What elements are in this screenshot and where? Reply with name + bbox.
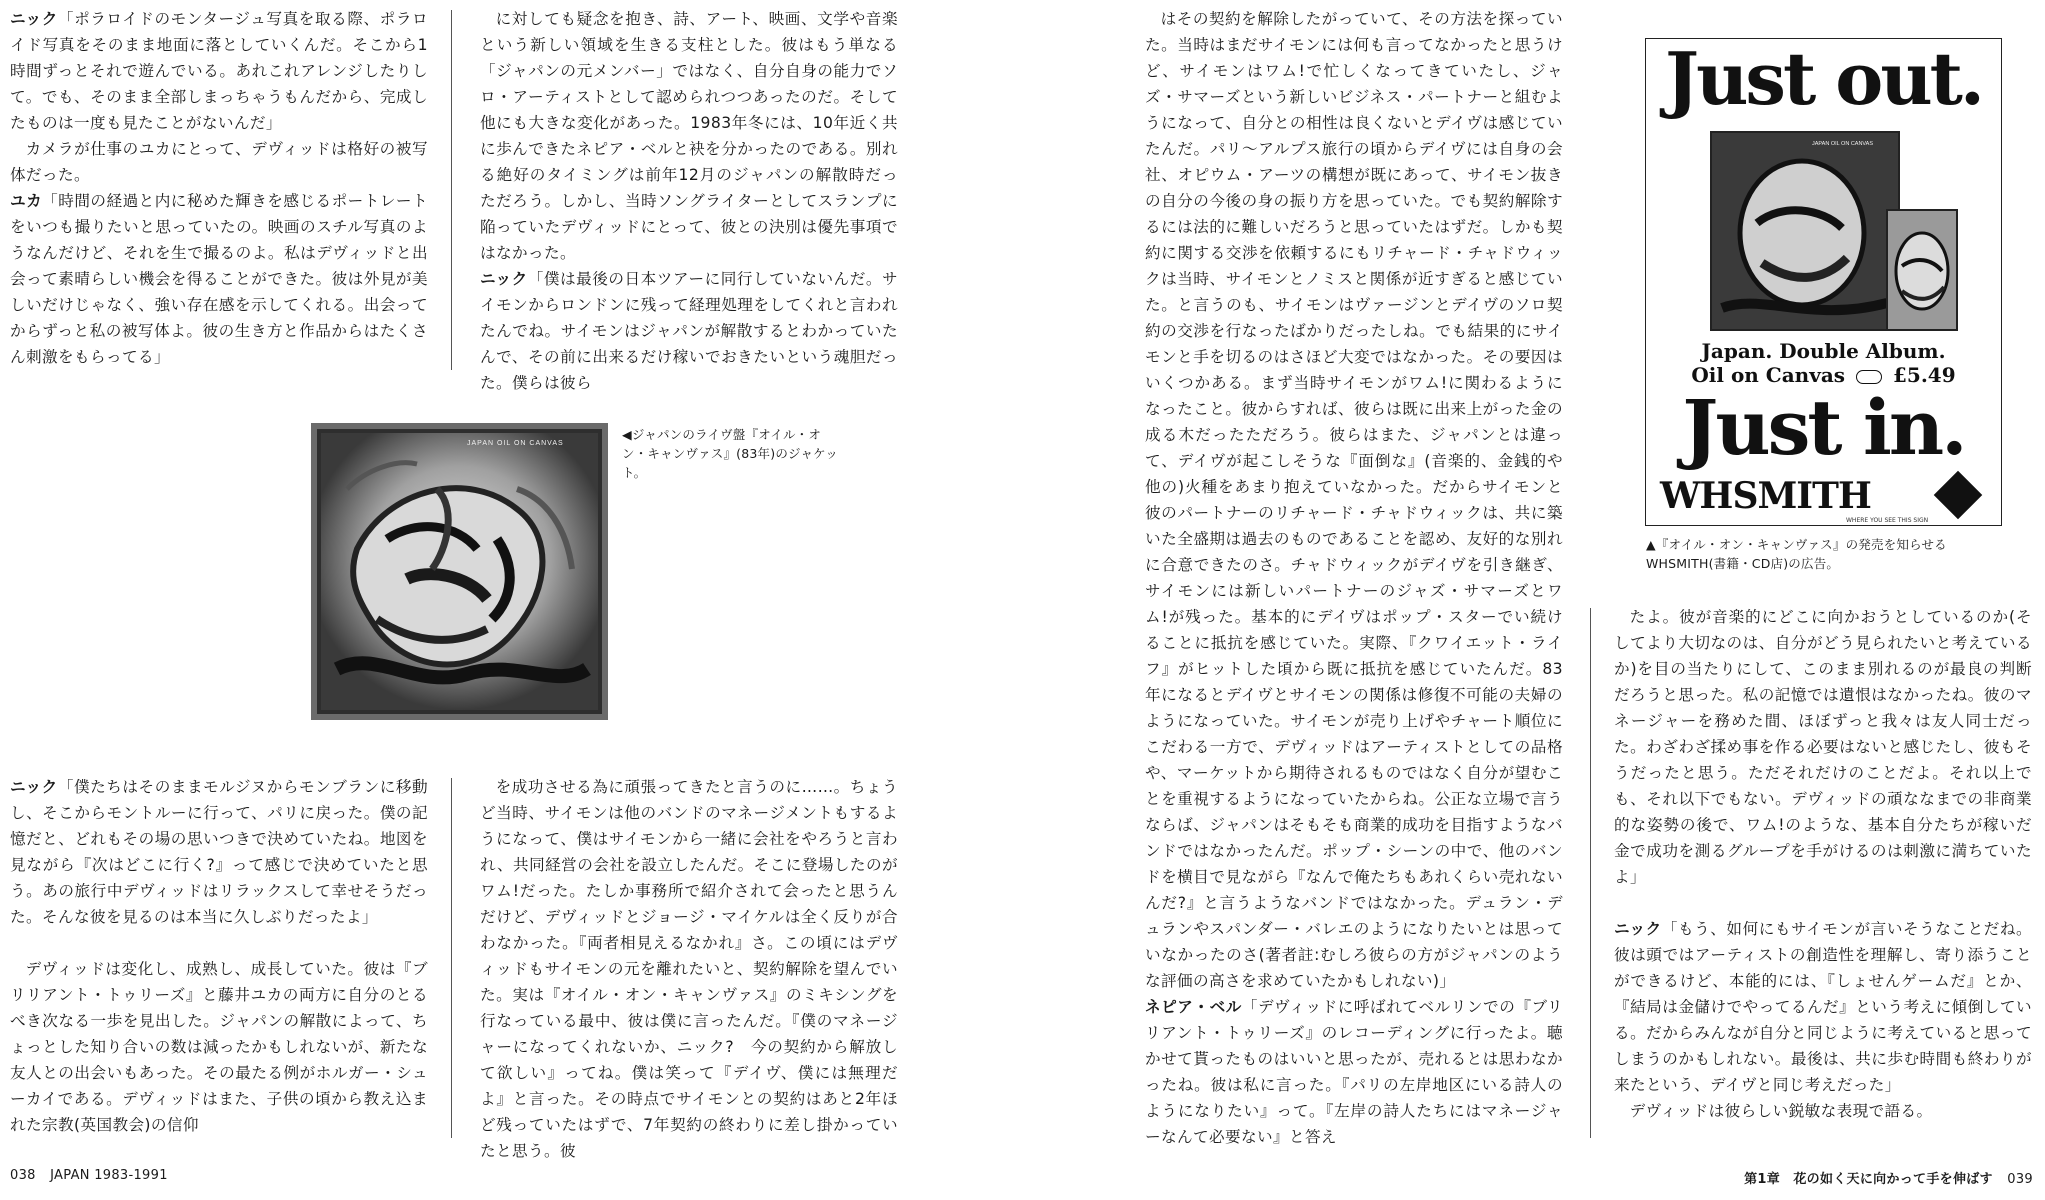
album-photo-caption: ◀ジャパンのライヴ盤『オイル・オン・キャンヴァス』(83年)のジャケット。 <box>622 427 838 480</box>
ad-album-image <box>1710 131 1900 331</box>
paragraph <box>1145 6 1563 994</box>
ad-line-double-album: Japan. Double Album. <box>1701 339 1946 363</box>
paragraph <box>10 188 428 370</box>
paragraph-text: 「僕は最後の日本ツアーに同行していないんだ。サイモンからロンドンに残って経理処理をしてくれと言われたんでね。サイモンはジャパンが解散するとわかっていたんで、その前に出来るだけ稼いでおきたいという魂胆だった。僕らは彼ら <box>480 270 898 392</box>
paragraph-text: はその契約を解除したがっていて、その方法を探っていた。当時はまだサイモンには何も言ってなかったと思うけど、サイモンはワム!で忙しくなってきていたし、ジャズ・サマーズという新しいビジネス・パートナーと組むようになって、自分との相性は良くないとデイヴは感じていたんだ。パリ〜アルプス旅行の頃からデイヴには自身の会社、オピウム・アーツの構想が既にあって、サイモン抜きの自分の今後の身の振り方を思っていた。でも契約解除するには法的に難しいだろうと思っていたはずだ。しかも契約に関する交渉を依頼するにもリチャード・チャドウィックは当時、サイモンとノミスと関係が近すぎると感じていた。と言うのも、サイモンはヴァージンとデイヴのソロ契約の交渉を行なったばかりだったしね。でも結果的にサイモンと手を切るのはさほど大変ではなかった。その要因はいくつかある。まず当時サイモンがワム!に関わるようになったこと。彼からすれば、彼らは既に出来上がった金の成る木だったただろう。彼らはまた、ジャパンとは違って、デイヴが起こしそうな『面倒な』(音楽的、金銭的や他の)火種をあまり抱えていなかった。だからサイモンと彼のパートナーのリチャード・チャドウィックは、共に築いた全盛期は過去のものであることを認め、友好的な別れに合意できたのさ。チャドウィックがデイヴを引き継ぎ、サイモンには新しいパートナーのジャズ・サマーズとワム!が残った。基本的にデイヴはポップ・スターでい続けることに抵抗を感じていた。実際、『クワイエット・ライフ』がヒットした頃から既に抵抗を感じていたんだ。83年になるとデイヴとサイモンの関係は修復不可能の夫婦のようになっていた。サイモンが売り上げやチャート順位にこだわる一方で、デヴィッドはアーティストとしての品格や、マーケットから期待されるものではなく自分が望むことを重視するようになっていたからね。公正な立場で言うならば、ジャパンはそもそも商業的成功を目指すようなバンドではなかったんだ。ポップ・シーンの中で、他のバンドを横目で見ながら『なんで俺たちもあれくらい売れないんだ?』と言うようなバンドではなかった。デュラン・デュランやスパンダー・バレエのようになりたいとは思っていなかったのさ(著者註:むしろ彼らの方がジャパンのような評価の高さを求めていたかもしれない)」 <box>1145 10 1563 990</box>
album-cover-photo <box>311 423 608 720</box>
left-top-column-2 <box>480 6 898 396</box>
left-bottom-column-2 <box>480 774 898 1164</box>
column-divider <box>1590 608 1591 1138</box>
speaker-name: ユカ <box>10 192 43 210</box>
whsmith-logo-icon <box>1934 471 1983 520</box>
ad-cassette-image <box>1886 209 1958 331</box>
left-folio <box>10 1168 168 1183</box>
right-second-column <box>1614 604 2032 1124</box>
paragraph <box>1145 994 1563 1150</box>
paragraph-text: 「もう、如何にもサイモンが言いそうなことだね。彼は頭ではアーティストの創造性を理解し、寄り添うことができるけど、本能的には、『しょせんゲームだ』とか、『結局は金儲けでやってるんだ』という考えに傾倒している。だからみんなが自分と同じように考えていると思ってしまうのかもしれない。最後は、共に歩む時間も終わりが来たという、デイヴと同じ考えだった」 <box>1614 920 2033 1094</box>
paragraph <box>480 774 898 1164</box>
paragraph-text: 「ポラロイドのモンタージュ写真を取る際、ポラロイド写真をそのまま地面に落としていくんだ。そこから1時間ずっとそれで遊んでいる。あれこれアレンジしたりして。でも、そのまま全部しまっちゃうもんだから、完成したものは一度も見たことがないんだ」 <box>10 10 429 132</box>
paragraph-text: デヴィッドは変化し、成熟し、成長していた。彼は『ブリリアント・トゥリーズ』と藤井ユカの両方に自分のとるべき次なる一歩を見出した。ジャパンの解散によって、ちょっとした知り合いの数は減ったかもしれないが、新たな友人との出会いもあった。その最たる例がホルガー・シューカイである。デヴィッドはまた、子供の頃から教え込まれた宗教(英国教会)の信仰 <box>10 960 428 1134</box>
paragraph-text: 「デヴィッドに呼ばれてベルリンでの『ブリリアント・トゥリーズ』のレコーディングに行ったよ。聴かせて貰ったものはいいと思ったが、売れるとは思わなかったね。彼は私に言った。『パリの左岸地区にいる詩人のようになりたい』って。『左岸の詩人たちにはマネージャーなんて必要ない』と答え <box>1145 998 1563 1146</box>
ad-brand-whsmith: WHSMITH <box>1660 475 1871 517</box>
ad-album-name: Oil on Canvas <box>1691 363 1846 387</box>
right-main-column <box>1145 6 1563 1150</box>
album-cover-title: JAPAN OIL ON CANVAS <box>467 440 564 447</box>
ad-headline-just-in: Just in. <box>1682 383 1965 472</box>
speaker-name: ニック <box>480 270 528 288</box>
paragraph-text: デヴィッドは彼らしい鋭敏な表現で語る。 <box>1629 1102 1933 1120</box>
paragraph <box>480 6 898 266</box>
paragraph <box>10 956 428 1138</box>
paragraph <box>480 266 898 396</box>
speaker-name: ニック <box>10 778 58 796</box>
paragraph <box>10 136 428 188</box>
page-number-right: 039 <box>2007 1172 2033 1187</box>
running-title-right: 第1章 花の如く天に向かって手を伸ばす <box>1744 1172 1993 1187</box>
speaker-name: ニック <box>10 10 58 28</box>
whsmith-advertisement <box>1645 38 2002 526</box>
speaker-name: ネピア・ベル <box>1145 998 1242 1016</box>
paragraph <box>10 774 428 930</box>
paragraph-text: たよ。彼が音楽的にどこに向かおうとしているのか(そしてより大切なのは、自分がどう見られたいと考えているか)を目の当たりにして、このまま別れるのが最良の判断だろうと思った。私の記憶では遺恨はなかったね。彼のマネージャーを務めた間、ほぼずっと我々は友人同士だった。わざわざ揉め事を作る必要はないと感じたし、彼もそうだったと思う。ただそれだけのことだよ。それ以上でも、それ以下でもない。デヴィッドの頑ななまでの非商業的な姿勢の後で、ワム!のような、基本自分たちが稼いだ金で成功を測るグループを手がけるのは刺激に満ちていたよ」 <box>1614 608 2032 886</box>
ad-headline-just-out: Just out. <box>1665 38 1982 121</box>
ad-format-icons <box>1856 370 1882 384</box>
running-title-left: JAPAN 1983-1991 <box>50 1168 168 1183</box>
left-top-column-1 <box>10 6 428 370</box>
paragraph <box>10 6 428 136</box>
column-divider <box>451 10 452 370</box>
column-divider <box>451 778 452 1138</box>
ad-price: £5.49 <box>1892 363 1956 387</box>
paragraph-text: を成功させる為に頑張ってきたと言うのに……。ちょうど当時、サイモンは他のバンドのマネージメントもするようになって、僕はサイモンから一緒に会社をやろうと言われ、共同経営の会社を設立したんだ。そこに登場したのがワム!だった。たしか事務所で紹介されて会ったと思うんだけど、デヴィッドとジョージ・マイケルは全く反りが合わなかった。『両者相見えるなかれ』さ。この頃にはデヴィッドもサイモンの元を離れたいと、契約解除を望んでいた。実は『オイル・オン・キャンヴァス』のミキシングを行なっている最中、彼は僕に言ったんだ。『僕のマネージャーになってくれないか、ニック? 今の契約から解放して欲しい』ってね。僕は笑って『デイヴ、僕には無理だよ』と言った。その時点でサイモンとの契約はあと2年ほど残っていたはずで、7年契約の終わりに差し掛かっていたと思う。彼 <box>480 778 898 1160</box>
speaker-name: ニック <box>1614 920 1662 938</box>
paragraph-text: に対しても疑念を抱き、詩、アート、映画、文学や音楽という新しい領域を生きる支柱とした。彼はもう単なる「ジャパンの元メンバー」ではなく、自分自身の能力でソロ・アーティストとして認められつつあったのだ。そして他にも大きな変化があった。1983年冬には、10年近く共に歩んできたネピア・ベルと袂を分かったのである。別れる絶好のタイミングは前年12月のジャパンの解散時だっただろう。しかし、当時ソングライターとしてスランプに陥っていたデヴィッドにとって、彼との決別は優先事項ではなかった。 <box>480 10 898 262</box>
page-number-left: 038 <box>10 1168 36 1183</box>
ad-fine-print: WHERE YOU SEE THIS SIGN <box>1846 517 1929 524</box>
paragraph <box>1614 604 2032 890</box>
paragraph-text: カメラが仕事のユカにとって、デヴィッドは格好の被写体だった。 <box>10 140 428 184</box>
ad-caption: ▲『オイル・オン・キャンヴァス』の発売を知らせるWHSMITH(書籍・CD店)の広告。 <box>1646 537 1947 571</box>
right-folio <box>1744 1168 2033 1187</box>
paragraph-text: 「時間の経過と内に秘めた輝きを感じるポートレートをいつも撮りたいと思っていたの。映画のスチル写真のようなんだけど、それを生で撮るのよ。私はデヴィッドと出会って素晴らしい機会を得ることができた。彼は外見が美しいだけじゃなく、強い存在感を示してくれる。出会ってからずっと私の被写体よ。彼の生き方と作品からはたくさん刺激をもらってる」 <box>10 192 428 366</box>
ad-album-cover-title: JAPAN OIL ON CANVAS <box>1812 141 1874 147</box>
left-bottom-column-1 <box>10 774 428 1138</box>
paragraph-text: 「僕たちはそのままモルジヌからモンブランに移動し、そこからモントルーに行って、パリに戻った。僕の記憶だと、どれもその場の思いつきで決めていたね。地図を見ながら『次はどこに行く?』って感じで決めていたと思う。あの旅行中デヴィッドはリラックスして幸せそうだった。そんな彼を見るのは本当に久しぶりだったよ」 <box>10 778 429 926</box>
paragraph <box>1614 916 2032 1098</box>
paragraph <box>1614 1098 2032 1124</box>
